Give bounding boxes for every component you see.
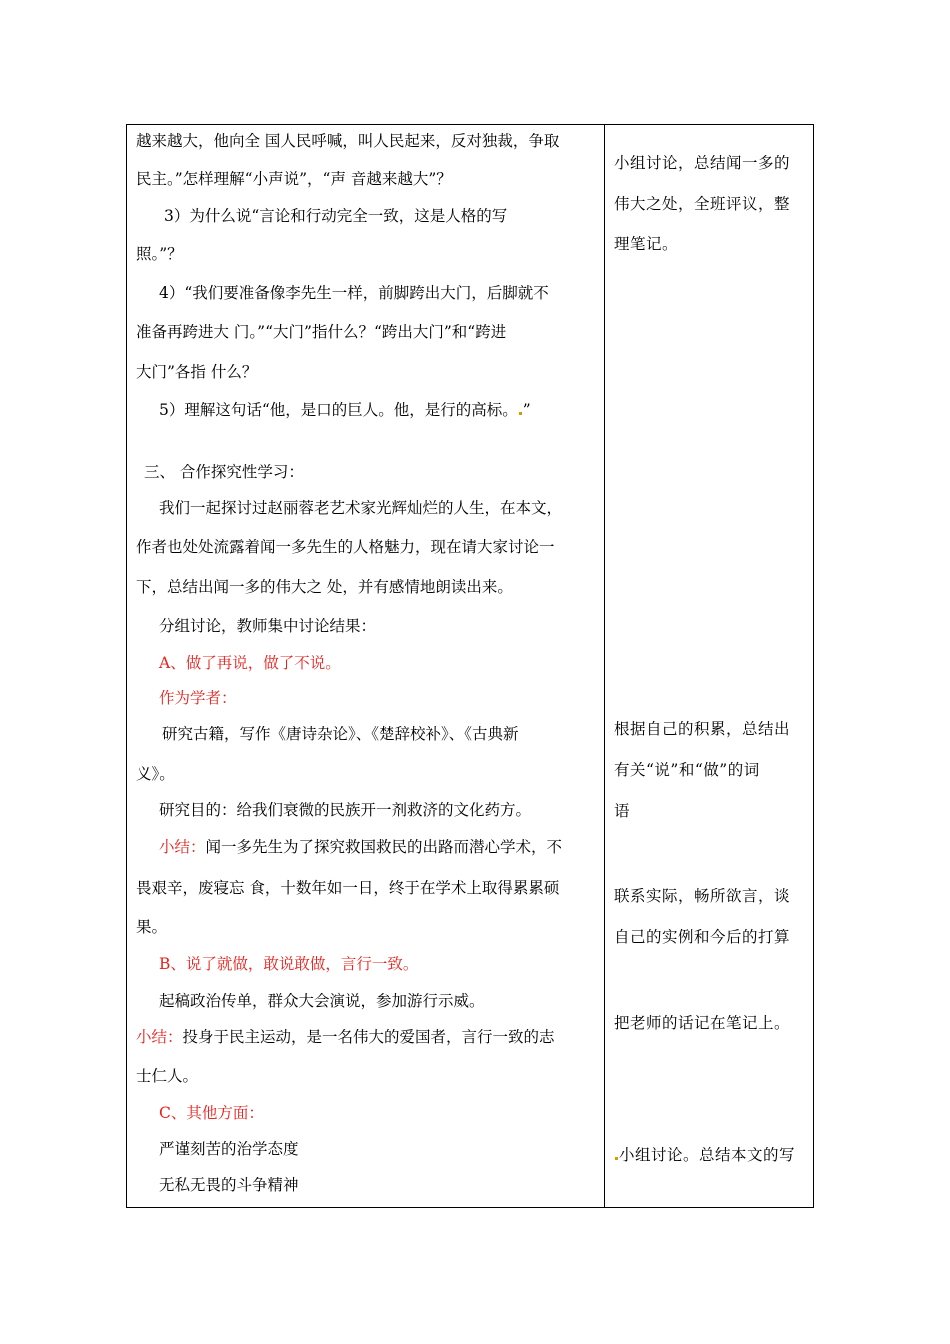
right-line-7: 联系实际，畅所欲言，谈 xyxy=(614,887,791,905)
right-line-8: 自己的实例和今后的打算 xyxy=(614,928,791,946)
left-line-10: 我们一起探讨过赵丽蓉老艺术家光辉灿烂的人生，在本文， xyxy=(159,499,563,517)
left-line-5: 4）“我们要准备像李先生一样，前脚跨出大门，后脚就不 xyxy=(159,284,549,302)
right-line-3: 理笔记。 xyxy=(614,235,679,253)
left-line-2: 民主。”怎样理解“小声说”，“声 音越来越大”？ xyxy=(136,170,452,188)
left-line-6: 准备再跨进大 门。”“大门”指什么？“跨出大门”和“跨进 xyxy=(136,323,507,341)
left-line-13: 分组讨论，教师集中讨论结果： xyxy=(159,617,377,635)
left-line-27: 严谨刻苦的治学态度 xyxy=(159,1140,299,1158)
left-line-20: 畏艰辛，废寝忘 食，十数年如一日，终于在学术上取得累累硕 xyxy=(136,879,560,897)
right-line-10 xyxy=(614,1145,795,1165)
left-line-18: 研究目的：给我们衰微的民族开一剂救济的文化药方。 xyxy=(159,801,532,819)
highlight-dot-icon xyxy=(615,1157,618,1160)
summary-text-1: 闻一多先生为了探究救国救民的出路而潜心学术，不 xyxy=(205,838,563,856)
left-line-25: 士仁人。 xyxy=(136,1067,199,1085)
summary-line-2 xyxy=(136,1027,555,1047)
left-line-12: 下，总结出闻一多的伟大之 处，并有感情地朗读出来。 xyxy=(136,578,513,596)
left-line-11: 作者也处处流露着闻一多先生的人格魅力，现在请大家讨论一 xyxy=(136,538,555,556)
point-b-heading: B、说了就做，敢说敢做，言行一致。 xyxy=(159,955,419,973)
left-line-8-text: 5）理解这句话“他，是口的巨人。他，是行的高标。 xyxy=(159,401,518,419)
summary-label-2: 小结： xyxy=(136,1028,183,1046)
column-divider xyxy=(604,124,605,1208)
left-line-16: 研究古籍，写作《唐诗杂论》、《楚辞校补》、《古典新 xyxy=(162,725,519,743)
left-line-8: 5）理解这句话“他，是口的巨人。他，是行的高标。 ” xyxy=(159,401,531,419)
section-heading: 三、 合作探究性学习： xyxy=(144,463,304,481)
left-line-7: 大门”各指 什么？ xyxy=(136,363,258,381)
highlight-dot-icon xyxy=(519,412,522,415)
left-line-1: 越来越大，他向全 国人民呼喊，叫人民起来，反对独裁，争取 xyxy=(136,132,560,150)
point-a-heading: A、做了再说，做了不说。 xyxy=(159,654,341,672)
scholar-heading: 作为学者： xyxy=(159,689,237,707)
left-line-28: 无私无畏的斗争精神 xyxy=(159,1176,299,1194)
right-line-10-text: 小组讨论。总结本文的写 xyxy=(619,1146,796,1164)
summary-label-1: 小结： xyxy=(159,838,206,856)
summary-line-1 xyxy=(159,837,562,857)
left-line-3: 3）为什么说“言论和行动完全一致，这是人格的写 xyxy=(164,207,508,225)
right-line-5: 有关“说”和“做”的词 xyxy=(614,761,760,779)
right-line-2: 伟大之处，全班评议，整 xyxy=(614,195,791,213)
left-line-17: 义》。 xyxy=(136,765,175,783)
right-line-9: 把老师的话记在笔记上。 xyxy=(614,1014,791,1032)
right-line-6: 语 xyxy=(614,802,631,820)
right-line-1: 小组讨论，总结闻一多的 xyxy=(614,154,791,172)
summary-text-2: 投身于民主运动，是一名伟大的爱国者，言行一致的志 xyxy=(182,1028,555,1046)
left-line-21: 果。 xyxy=(136,918,168,936)
right-line-4: 根据自己的积累，总结出 xyxy=(614,720,791,738)
left-line-23: 起稿政治传单，群众大会演说，参加游行示威。 xyxy=(159,992,485,1010)
point-c-heading: C、其他方面： xyxy=(159,1104,264,1122)
left-line-4: 照。”？ xyxy=(136,245,183,263)
